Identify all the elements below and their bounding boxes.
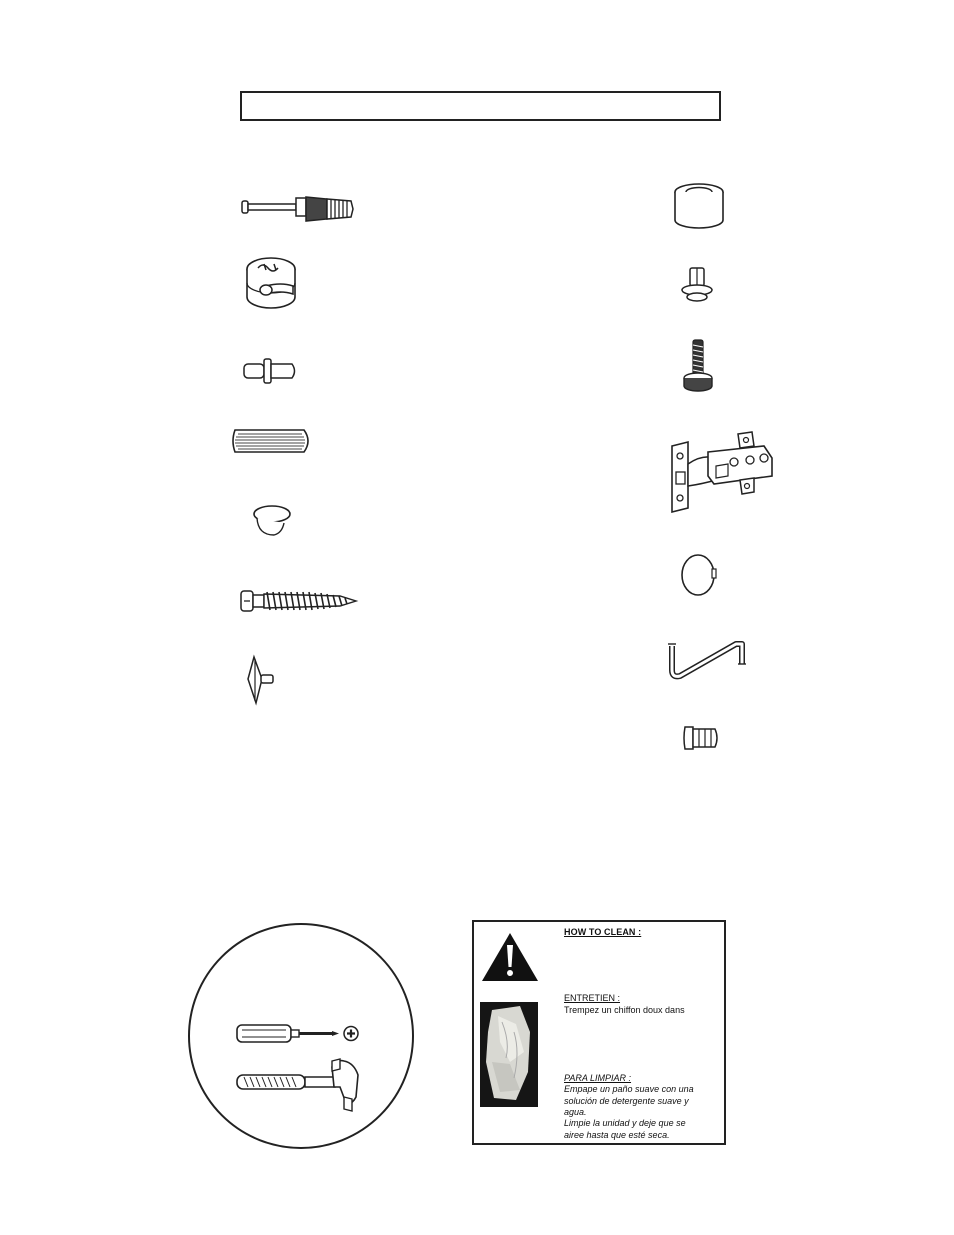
furniture-glide-icon xyxy=(673,182,727,232)
wood-screw-part xyxy=(240,586,360,616)
phillips-screwdriver-icon xyxy=(236,1022,360,1046)
cleaning-instructions-box xyxy=(472,920,726,1145)
warning-triangle-icon xyxy=(480,931,540,988)
hammer-tool xyxy=(236,1057,362,1120)
cam-bolt-icon xyxy=(241,193,356,225)
cam-bolt-part xyxy=(241,193,356,225)
entretien-text: Trempez un chiffon doux dans xyxy=(564,1005,685,1015)
wooden-dowel-icon xyxy=(230,426,314,456)
leveling-foot-part xyxy=(681,338,715,396)
plastic-plug-part xyxy=(681,723,721,753)
hardware-list-header-box xyxy=(240,91,721,121)
cover-cap-icon xyxy=(252,503,294,539)
wood-screw-icon xyxy=(240,586,360,616)
furniture-glide-part xyxy=(673,182,727,232)
entretien-heading: ENTRETIEN : xyxy=(564,993,621,1003)
hammer-icon xyxy=(236,1057,362,1115)
phillips-screwdriver-tool xyxy=(236,1022,360,1051)
cover-cap-part xyxy=(252,503,294,539)
wooden-dowel-part xyxy=(230,426,314,456)
shelf-pin-icon xyxy=(243,356,299,386)
leveling-foot-icon xyxy=(681,338,715,396)
hinge-screw-part xyxy=(678,266,718,306)
concealed-hinge-icon xyxy=(668,428,780,514)
concealed-hinge-part xyxy=(668,428,780,514)
screw-cover-cap-icon xyxy=(680,552,720,598)
cleaning-cloth-image xyxy=(480,1002,538,1107)
para-limpiar-text-2: Limpie la unidad y deje que se airee hasta que esté seca. xyxy=(564,1118,686,1140)
allen-wrench-icon xyxy=(664,634,756,682)
plastic-anchor-icon xyxy=(244,655,280,707)
shelf-pin-part xyxy=(243,356,299,386)
para-limpiar-heading: PARA LIMPIAR : xyxy=(564,1073,632,1083)
cam-lock-part xyxy=(244,256,300,312)
how-to-clean-heading: HOW TO CLEAN : xyxy=(564,927,642,937)
hinge-screw-icon xyxy=(678,266,718,306)
cam-lock-icon xyxy=(244,256,300,312)
plastic-anchor-part xyxy=(244,655,280,707)
plastic-plug-icon xyxy=(681,723,721,753)
screw-cover-cap-part xyxy=(680,552,720,598)
allen-wrench-part xyxy=(664,634,756,682)
para-limpiar-text-1: Empape un paño suave con una solución de detergente suave y agua. xyxy=(564,1084,694,1117)
